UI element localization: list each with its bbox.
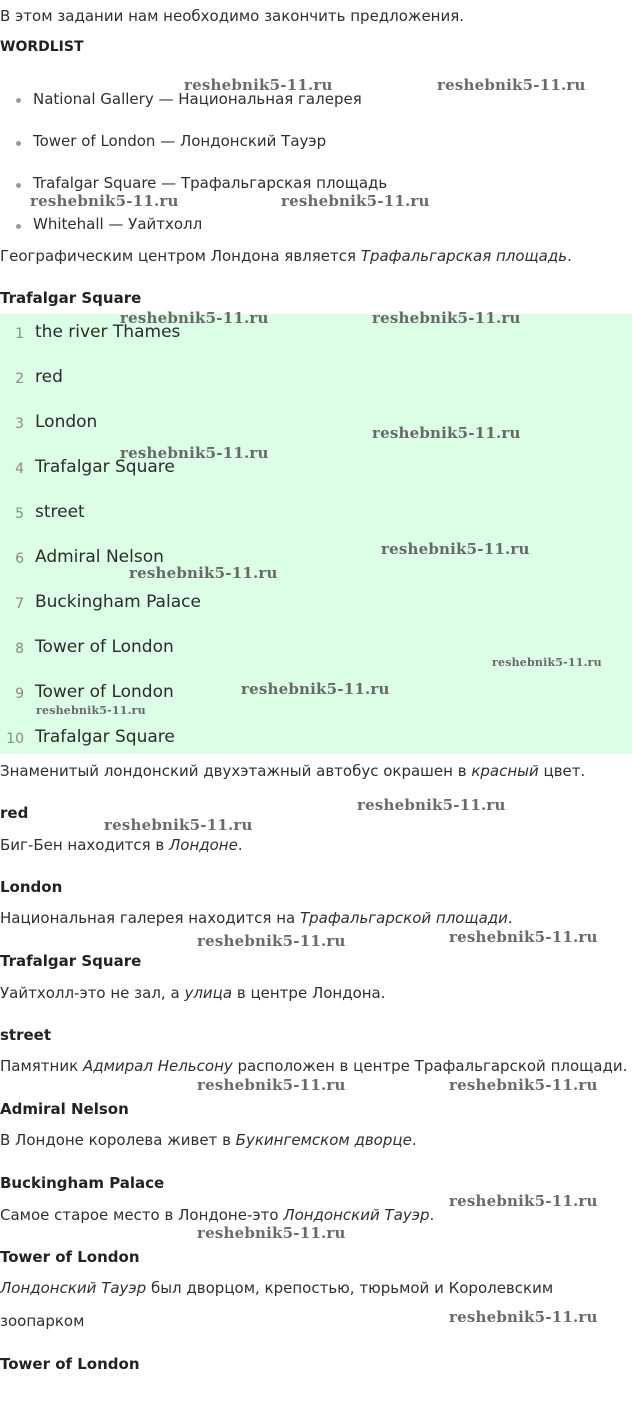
list-item: Trafalgar Square xyxy=(35,457,175,477)
wordlist-item: Tower of London — Лондонский Тауэр xyxy=(33,132,327,150)
list-item: Trafalgar Square xyxy=(35,727,175,747)
list-item: London xyxy=(35,412,98,432)
question-7: В Лондоне королева живет в Букингемском дворце. xyxy=(0,1131,417,1149)
intro-text: В этом задании нам необходимо закончить предложения. xyxy=(0,7,465,25)
question-8: Самое старое место в Лондоне-это Лондонский Тауэр. xyxy=(0,1206,435,1224)
watermark: reshebnik5-11.ru xyxy=(120,444,269,462)
list-number: 6 xyxy=(15,551,24,567)
answer-9: Tower of London xyxy=(0,1355,140,1373)
question-1: Географическим центром Лондона является Трафальгарская площадь. xyxy=(0,247,572,265)
question-9: Лондонский Тауэр был дворцом, крепостью, тюрьмой и Королевским xyxy=(0,1279,554,1297)
watermark: reshebnik5-11.ru xyxy=(197,1224,346,1242)
watermark: reshebnik5-11.ru xyxy=(449,1308,598,1326)
list-item: the river Thames xyxy=(35,322,181,342)
bullet xyxy=(16,141,21,146)
bullet xyxy=(16,224,21,229)
bullet xyxy=(16,98,21,103)
list-number: 9 xyxy=(15,686,24,702)
wordlist-item: Trafalgar Square — Трафальгарская площадь xyxy=(33,174,388,192)
watermark: reshebnik5-11.ru xyxy=(372,424,521,442)
watermark: reshebnik5-11.ru xyxy=(197,1076,346,1094)
watermark: reshebnik5-11.ru xyxy=(129,564,278,582)
list-item: red xyxy=(35,367,63,387)
answer-5: street xyxy=(0,1026,52,1044)
list-number: 3 xyxy=(15,416,24,432)
watermark: reshebnik5-11.ru xyxy=(492,656,602,669)
answer-2: red xyxy=(0,804,29,822)
watermark: reshebnik5-11.ru xyxy=(449,1076,598,1094)
list-number: 2 xyxy=(15,371,24,387)
bullet xyxy=(16,183,21,188)
question-3: Биг-Бен находится в Лондоне. xyxy=(0,836,243,854)
question-2: Знаменитый лондонский двухэтажный автобус окрашен в красный цвет. xyxy=(0,762,586,780)
list-number: 8 xyxy=(15,641,24,657)
watermark: reshebnik5-11.ru xyxy=(197,932,346,950)
wordlist-item: Whitehall — Уайтхолл xyxy=(33,215,203,233)
answer-4: Trafalgar Square xyxy=(0,952,142,970)
answer-1: Trafalgar Square xyxy=(0,289,142,307)
watermark: reshebnik5-11.ru xyxy=(381,540,530,558)
question-5: Уайтхолл-это не зал, а улица в центре Лондона. xyxy=(0,984,386,1002)
list-number: 5 xyxy=(15,506,24,522)
watermark: reshebnik5-11.ru xyxy=(357,796,506,814)
answer-3: London xyxy=(0,878,63,896)
watermark: reshebnik5-11.ru xyxy=(30,192,179,210)
list-item: Buckingham Palace xyxy=(35,592,201,612)
answer-8: Tower of London xyxy=(0,1248,140,1266)
list-item: Tower of London xyxy=(35,682,174,702)
list-item: Admiral Nelson xyxy=(35,547,164,567)
watermark: reshebnik5-11.ru xyxy=(184,76,333,94)
question-6: Памятник Адмирал Нельсону расположен в центре Трафальгарской площади. xyxy=(0,1057,628,1075)
wordlist-title: WORDLIST xyxy=(0,39,84,55)
question-9-line2: зоопарком xyxy=(0,1312,85,1330)
answer-7: Buckingham Palace xyxy=(0,1174,165,1192)
watermark: reshebnik5-11.ru xyxy=(449,1192,598,1210)
watermark: reshebnik5-11.ru xyxy=(241,680,390,698)
list-number: 7 xyxy=(15,596,24,612)
wordlist-item: National Gallery — Национальная галерея xyxy=(33,90,362,108)
watermark: reshebnik5-11.ru xyxy=(372,309,521,327)
question-4: Национальная галерея находится на Трафальгарской площади. xyxy=(0,909,513,927)
watermark: reshebnik5-11.ru xyxy=(281,192,430,210)
list-number: 1 xyxy=(15,326,24,342)
watermark: reshebnik5-11.ru xyxy=(104,816,253,834)
list-number: 10 xyxy=(6,731,24,747)
watermark: reshebnik5-11.ru xyxy=(449,928,598,946)
answer-6: Admiral Nelson xyxy=(0,1100,129,1118)
list-item: street xyxy=(35,502,85,522)
watermark: reshebnik5-11.ru xyxy=(120,309,269,327)
list-item: Tower of London xyxy=(35,637,174,657)
watermark: reshebnik5-11.ru xyxy=(36,704,146,717)
watermark: reshebnik5-11.ru xyxy=(437,76,586,94)
list-number: 4 xyxy=(15,461,24,477)
